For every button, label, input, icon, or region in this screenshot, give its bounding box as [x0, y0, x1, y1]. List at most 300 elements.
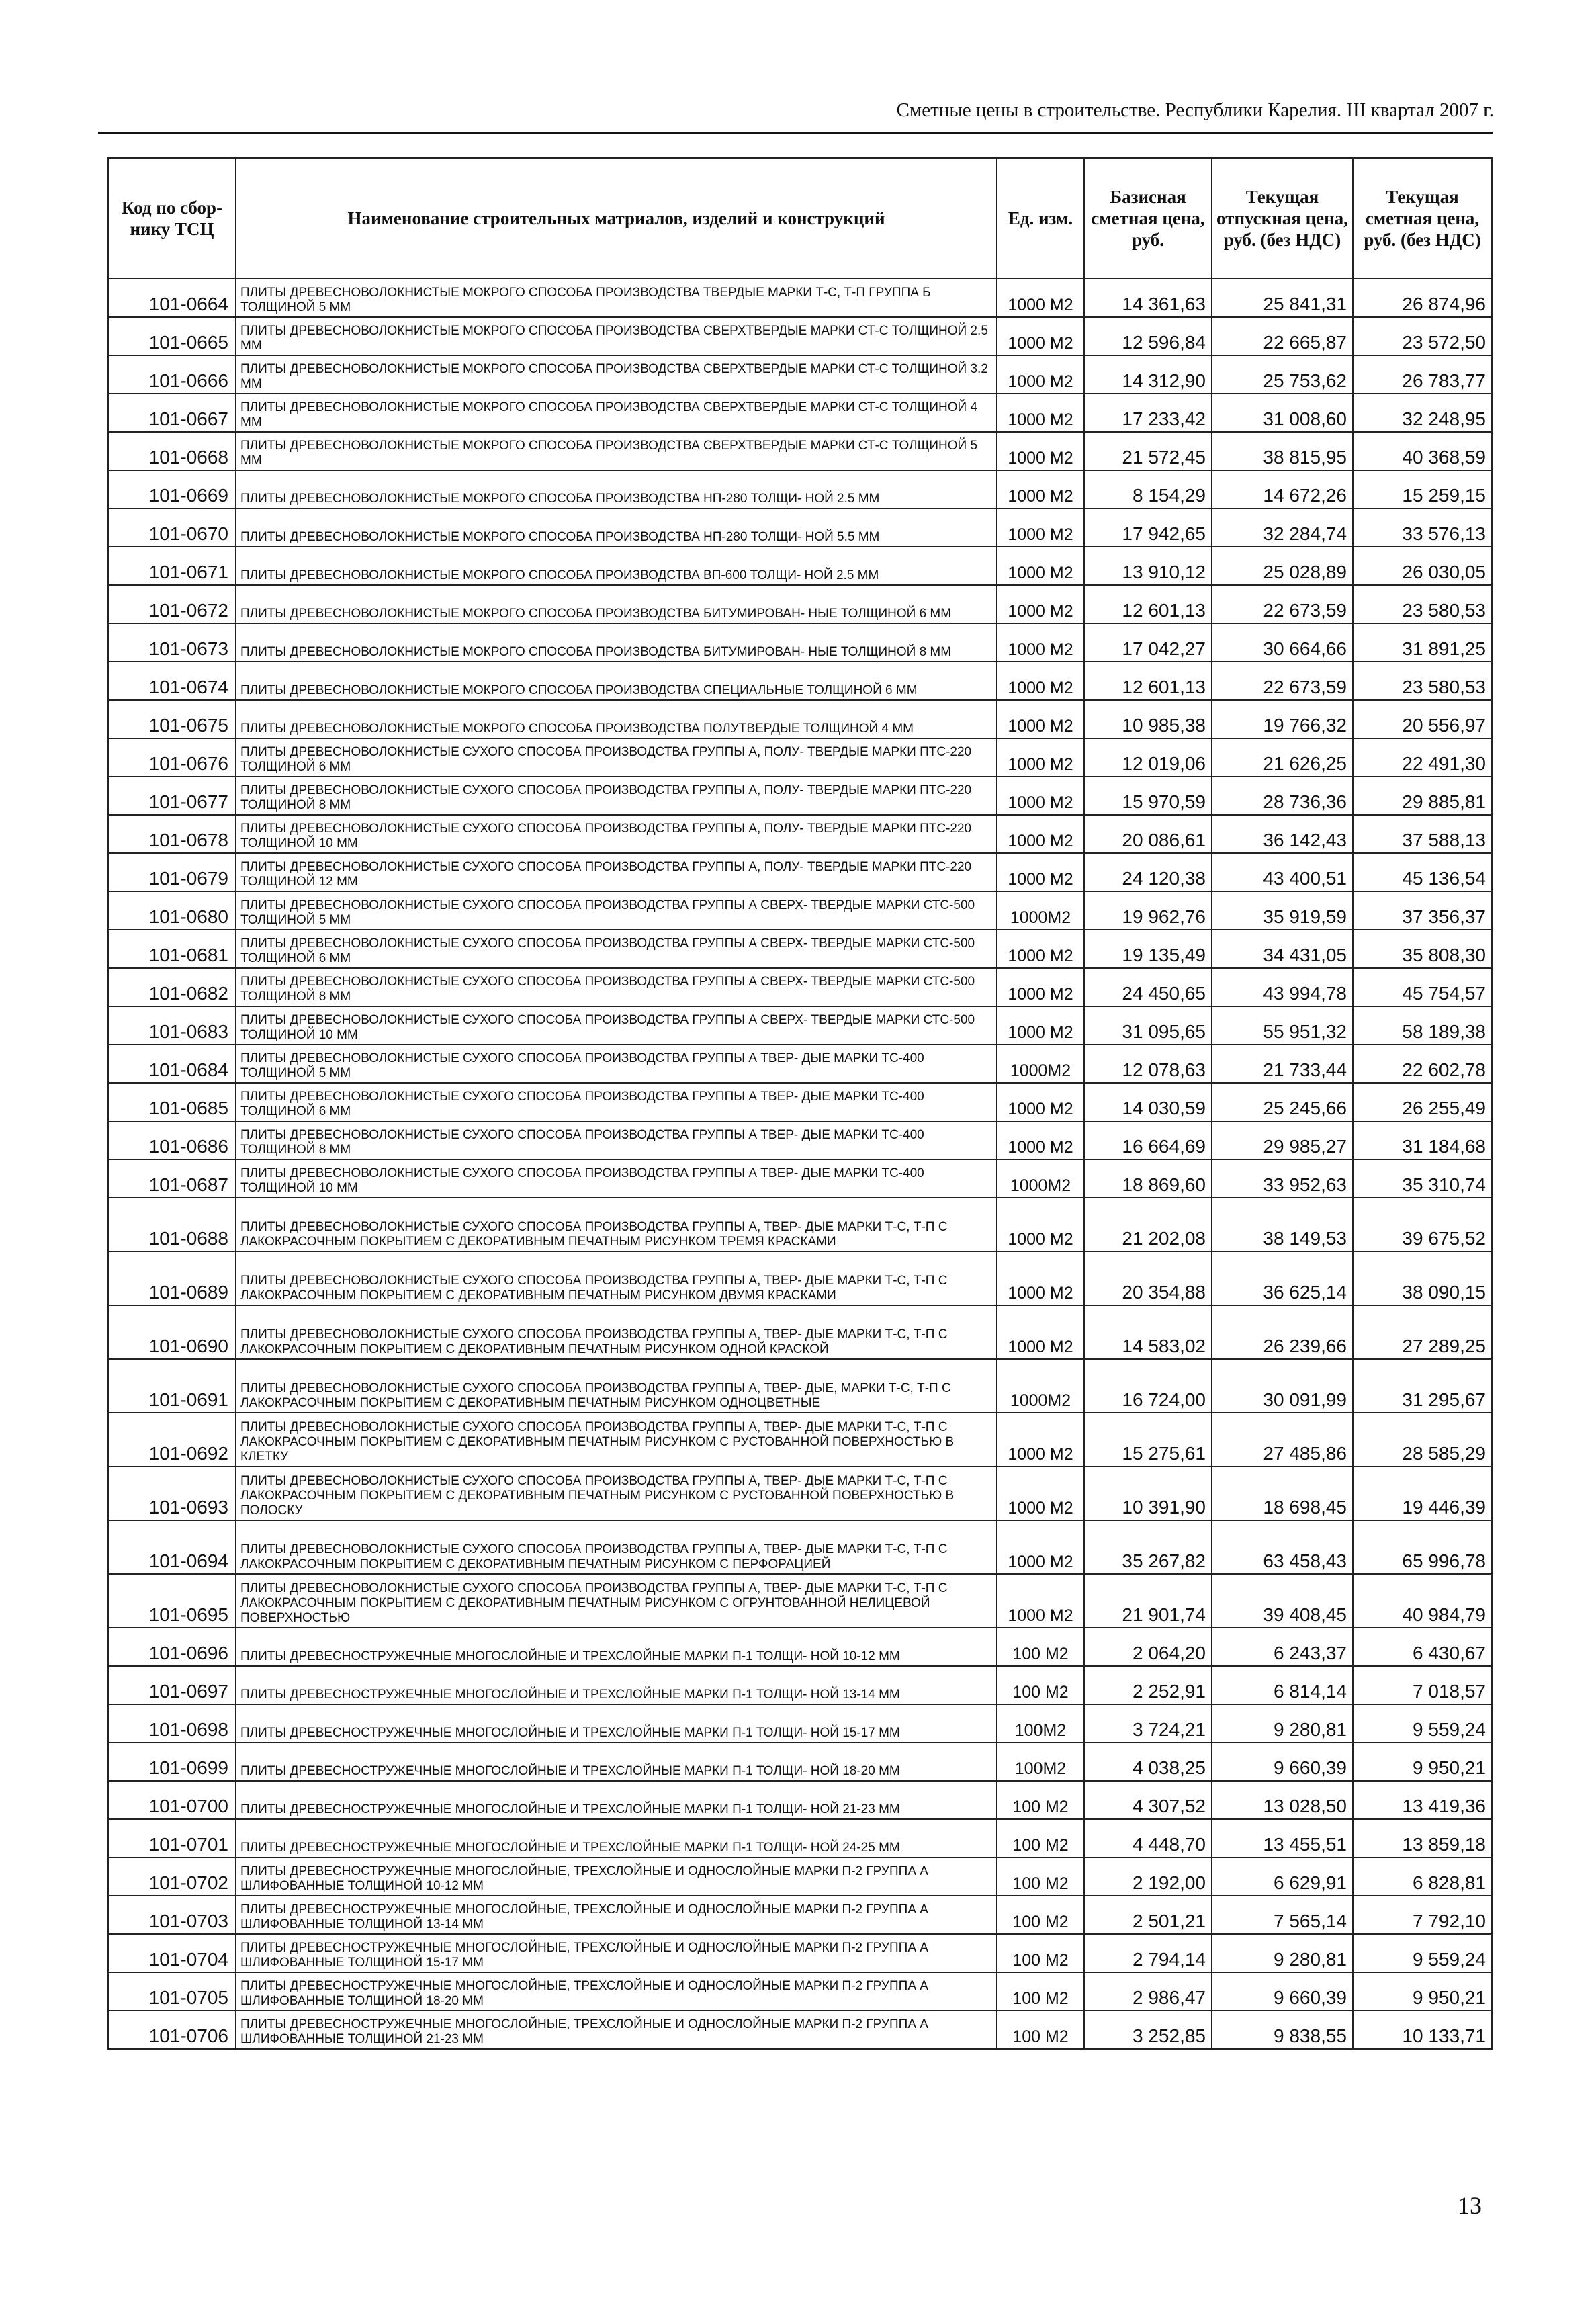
table-row — [108, 853, 1492, 891]
column-header-release-price: Текущая отпускная цена, руб. (без НДС) — [1212, 158, 1353, 279]
row-unit: 100М2 — [997, 1743, 1084, 1781]
row-unit: 1000 М2 — [997, 279, 1084, 317]
row-base-price: 15 970,59 — [1084, 777, 1212, 815]
row-unit: 1000 М2 — [997, 777, 1084, 815]
row-release-price: 9 280,81 — [1212, 1934, 1353, 1972]
row-release-price: 25 753,62 — [1212, 355, 1353, 394]
row-current-price: 22 602,78 — [1353, 1045, 1492, 1083]
row-code: 101-0704 — [108, 1934, 236, 1972]
row-release-price: 63 458,43 — [1212, 1520, 1353, 1574]
row-unit: 100 М2 — [997, 1972, 1084, 2011]
row-unit: 1000 М2 — [997, 1083, 1084, 1121]
row-unit: 100 М2 — [997, 1857, 1084, 1896]
row-name: ПЛИТЫ ДРЕВЕСНОВОЛОКНИСТЫЕ МОКРОГО СПОСОБА ПРОИЗВОДСТВА БИТУМИРОВАН- НЫЕ ТОЛЩИНОЙ 6 ММ — [236, 585, 997, 623]
row-code: 101-0693 — [108, 1466, 236, 1520]
row-name: ПЛИТЫ ДРЕВЕСНОВОЛОКНИСТЫЕ СУХОГО СПОСОБА ПРОИЗВОДСТВА ГРУППЫ А ТВЕР- ДЫЕ МАРКИ ТС-400 ТОЛЩИНОЙ 6 ММ — [236, 1083, 997, 1121]
table-row — [108, 509, 1492, 547]
row-unit: 1000 М2 — [997, 968, 1084, 1006]
row-unit: 1000 М2 — [997, 1305, 1084, 1359]
table-row — [108, 1857, 1492, 1896]
table-row — [108, 1198, 1492, 1252]
column-header-unit: Ед. изм. — [997, 158, 1084, 279]
row-base-price: 4 448,70 — [1084, 1819, 1212, 1857]
row-release-price: 22 665,87 — [1212, 317, 1353, 355]
row-code: 101-0694 — [108, 1520, 236, 1574]
table-row — [108, 1574, 1492, 1628]
row-code: 101-0666 — [108, 355, 236, 394]
row-unit: 100 М2 — [997, 1781, 1084, 1819]
table-row — [108, 1819, 1492, 1857]
row-name: ПЛИТЫ ДРЕВЕСНОСТРУЖЕЧНЫЕ МНОГОСЛОЙНЫЕ И ТРЕХСЛОЙНЫЕ МАРКИ П-1 ТОЛЩИ- НОЙ 24-25 ММ — [236, 1819, 997, 1857]
row-base-price: 35 267,82 — [1084, 1520, 1212, 1574]
row-current-price: 6 828,81 — [1353, 1857, 1492, 1896]
column-header-base-price: Базисная сметная цена, руб. — [1084, 158, 1212, 279]
table-row — [108, 968, 1492, 1006]
row-unit: 1000 М2 — [997, 1520, 1084, 1574]
table-row — [108, 1305, 1492, 1359]
row-code: 101-0671 — [108, 547, 236, 585]
row-current-price: 31 295,67 — [1353, 1359, 1492, 1413]
row-base-price: 17 942,65 — [1084, 509, 1212, 547]
row-unit: 1000М2 — [997, 1159, 1084, 1198]
row-unit: 100М2 — [997, 1704, 1084, 1743]
row-release-price: 33 952,63 — [1212, 1159, 1353, 1198]
row-name: ПЛИТЫ ДРЕВЕСНОВОЛОКНИСТЫЕ МОКРОГО СПОСОБА ПРОИЗВОДСТВА ПОЛУТВЕРДЫЕ ТОЛЩИНОЙ 4 ММ — [236, 700, 997, 738]
row-release-price: 25 028,89 — [1212, 547, 1353, 585]
row-current-price: 31 891,25 — [1353, 623, 1492, 662]
row-current-price: 45 136,54 — [1353, 853, 1492, 891]
row-release-price: 6 814,14 — [1212, 1666, 1353, 1704]
row-current-price: 37 356,37 — [1353, 891, 1492, 930]
row-code: 101-0664 — [108, 279, 236, 317]
table-row — [108, 547, 1492, 585]
row-code: 101-0682 — [108, 968, 236, 1006]
row-name: ПЛИТЫ ДРЕВЕСНОСТРУЖЕЧНЫЕ МНОГОСЛОЙНЫЕ, ТРЕХСЛОЙНЫЕ И ОДНОСЛОЙНЫЕ МАРКИ П-2 ГРУППА А ШЛИФОВАННЫЕ ТОЛЩИНОЙ 21-23 ММ — [236, 2011, 997, 2049]
row-name: ПЛИТЫ ДРЕВЕСНОВОЛОКНИСТЫЕ МОКРОГО СПОСОБА ПРОИЗВОДСТВА ТВЕРДЫЕ МАРКИ Т-С, Т-П ГРУППА Б ТОЛЩИНОЙ 5 ММ — [236, 279, 997, 317]
row-current-price: 20 556,97 — [1353, 700, 1492, 738]
row-unit: 1000 М2 — [997, 662, 1084, 700]
row-release-price: 22 673,59 — [1212, 662, 1353, 700]
row-code: 101-0691 — [108, 1359, 236, 1413]
row-code: 101-0687 — [108, 1159, 236, 1198]
row-code: 101-0669 — [108, 470, 236, 509]
row-release-price: 36 625,14 — [1212, 1252, 1353, 1305]
page-header-title: Сметные цены в строительстве. Республики Карелия. III квартал 2007 г. — [896, 99, 1494, 121]
row-unit: 100 М2 — [997, 1819, 1084, 1857]
row-name: ПЛИТЫ ДРЕВЕСНОСТРУЖЕЧНЫЕ МНОГОСЛОЙНЫЕ И ТРЕХСЛОЙНЫЕ МАРКИ П-1 ТОЛЩИ- НОЙ 18-20 ММ — [236, 1743, 997, 1781]
row-current-price: 7 792,10 — [1353, 1896, 1492, 1934]
table-row — [108, 1896, 1492, 1934]
row-release-price: 38 815,95 — [1212, 432, 1353, 470]
row-name: ПЛИТЫ ДРЕВЕСНОВОЛОКНИСТЫЕ СУХОГО СПОСОБА ПРОИЗВОДСТВА ГРУППЫ А СВЕРХ- ТВЕРДЫЕ МАРКИ СТС-500 ТОЛЩИНОЙ 10 ММ — [236, 1006, 997, 1045]
row-name: ПЛИТЫ ДРЕВЕСНОВОЛОКНИСТЫЕ СУХОГО СПОСОБА ПРОИЗВОДСТВА ГРУППЫ А, ТВЕР- ДЫЕ МАРКИ Т-С, Т-П С ЛАКОКРАСОЧНЫМ ПОКРЫТИЕМ С ДЕКОРАТИВНЫМ ПЕЧАТНЫМ РИСУНКОМ ОДНОЙ КРАСКОЙ — [236, 1305, 997, 1359]
row-name: ПЛИТЫ ДРЕВЕСНОВОЛОКНИСТЫЕ СУХОГО СПОСОБА ПРОИЗВОДСТВА ГРУППЫ А, ТВЕР- ДЫЕ МАРКИ Т-С, Т-П С ЛАКОКРАСОЧНЫМ ПОКРЫТИЕМ С ДЕКОРАТИВНЫМ ПЕЧАТНЫМ РИСУНКОМ С ОГРУНТОВАННОЙ НЕЛИЦЕВОЙ ПОВЕРХНОСТЬЮ — [236, 1574, 997, 1628]
row-current-price: 23 572,50 — [1353, 317, 1492, 355]
row-base-price: 12 078,63 — [1084, 1045, 1212, 1083]
row-release-price: 6 629,91 — [1212, 1857, 1353, 1896]
row-code: 101-0706 — [108, 2011, 236, 2049]
row-base-price: 12 596,84 — [1084, 317, 1212, 355]
row-base-price: 19 135,49 — [1084, 930, 1212, 968]
row-base-price: 4 038,25 — [1084, 1743, 1212, 1781]
price-table — [107, 157, 1493, 2050]
row-current-price: 27 289,25 — [1353, 1305, 1492, 1359]
row-current-price: 37 588,13 — [1353, 815, 1492, 853]
row-code: 101-0701 — [108, 1819, 236, 1857]
row-unit: 1000 М2 — [997, 1121, 1084, 1159]
header-divider — [98, 132, 1493, 134]
table-row — [108, 623, 1492, 662]
row-name: ПЛИТЫ ДРЕВЕСНОВОЛОКНИСТЫЕ МОКРОГО СПОСОБА ПРОИЗВОДСТВА СВЕРХТВЕРДЫЕ МАРКИ СТ-С ТОЛЩИНОЙ 3.2 ММ — [236, 355, 997, 394]
row-release-price: 25 245,66 — [1212, 1083, 1353, 1121]
table-row — [108, 1045, 1492, 1083]
row-code: 101-0684 — [108, 1045, 236, 1083]
row-release-price: 32 284,74 — [1212, 509, 1353, 547]
row-name: ПЛИТЫ ДРЕВЕСНОВОЛОКНИСТЫЕ СУХОГО СПОСОБА ПРОИЗВОДСТВА ГРУППЫ А, ТВЕР- ДЫЕ МАРКИ Т-С, Т-П С ЛАКОКРАСОЧНЫМ ПОКРЫТИЕМ С ДЕКОРАТИВНЫМ ПЕЧАТНЫМ РИСУНКОМ ДВУМЯ КРАСКАМИ — [236, 1252, 997, 1305]
row-release-price: 30 091,99 — [1212, 1359, 1353, 1413]
row-name: ПЛИТЫ ДРЕВЕСНОВОЛОКНИСТЫЕ СУХОГО СПОСОБА ПРОИЗВОДСТВА ГРУППЫ А СВЕРХ- ТВЕРДЫЕ МАРКИ СТС-500 ТОЛЩИНОЙ 6 ММ — [236, 930, 997, 968]
row-name: ПЛИТЫ ДРЕВЕСНОВОЛОКНИСТЫЕ МОКРОГО СПОСОБА ПРОИЗВОДСТВА ВП-600 ТОЛЩИ- НОЙ 2.5 ММ — [236, 547, 997, 585]
row-code: 101-0681 — [108, 930, 236, 968]
table-row — [108, 1359, 1492, 1413]
row-unit: 1000 М2 — [997, 585, 1084, 623]
row-unit: 1000 М2 — [997, 738, 1084, 777]
row-base-price: 18 869,60 — [1084, 1159, 1212, 1198]
table-header-row — [108, 158, 1492, 279]
table-row — [108, 1083, 1492, 1121]
row-release-price: 26 239,66 — [1212, 1305, 1353, 1359]
table-row — [108, 1121, 1492, 1159]
table-row — [108, 279, 1492, 317]
row-code: 101-0674 — [108, 662, 236, 700]
table-row — [108, 738, 1492, 777]
row-release-price: 6 243,37 — [1212, 1628, 1353, 1666]
row-unit: 100 М2 — [997, 1628, 1084, 1666]
row-release-price: 35 919,59 — [1212, 891, 1353, 930]
row-base-price: 12 601,13 — [1084, 585, 1212, 623]
row-base-price: 14 583,02 — [1084, 1305, 1212, 1359]
row-base-price: 17 233,42 — [1084, 394, 1212, 432]
row-base-price: 16 724,00 — [1084, 1359, 1212, 1413]
row-release-price: 9 838,55 — [1212, 2011, 1353, 2049]
row-base-price: 21 901,74 — [1084, 1574, 1212, 1628]
row-code: 101-0678 — [108, 815, 236, 853]
row-current-price: 65 996,78 — [1353, 1520, 1492, 1574]
row-release-price: 38 149,53 — [1212, 1198, 1353, 1252]
table-row — [108, 394, 1492, 432]
row-base-price: 31 095,65 — [1084, 1006, 1212, 1045]
row-unit: 1000 М2 — [997, 432, 1084, 470]
row-release-price: 31 008,60 — [1212, 394, 1353, 432]
table-row — [108, 1666, 1492, 1704]
row-release-price: 19 766,32 — [1212, 700, 1353, 738]
row-current-price: 31 184,68 — [1353, 1121, 1492, 1159]
row-code: 101-0696 — [108, 1628, 236, 1666]
row-name: ПЛИТЫ ДРЕВЕСНОВОЛОКНИСТЫЕ СУХОГО СПОСОБА ПРОИЗВОДСТВА ГРУППЫ А, ПОЛУ- ТВЕРДЫЕ МАРКИ ПТС-220 ТОЛЩИНОЙ 8 ММ — [236, 777, 997, 815]
row-current-price: 15 259,15 — [1353, 470, 1492, 509]
row-base-price: 15 275,61 — [1084, 1413, 1212, 1466]
row-release-price: 39 408,45 — [1212, 1574, 1353, 1628]
row-code: 101-0675 — [108, 700, 236, 738]
row-code: 101-0676 — [108, 738, 236, 777]
row-name: ПЛИТЫ ДРЕВЕСНОВОЛОКНИСТЫЕ СУХОГО СПОСОБА ПРОИЗВОДСТВА ГРУППЫ А, ТВЕР- ДЫЕ, МАРКИ Т-С, Т-П С ЛАКОКРАСОЧНЫМ ПОКРЫТИЕМ С ДЕКОРАТИВНЫМ ПЕЧАТНЫМ РИСУНКОМ ОДНОЦВЕТНЫЕ — [236, 1359, 997, 1413]
row-release-price: 36 142,43 — [1212, 815, 1353, 853]
row-name: ПЛИТЫ ДРЕВЕСНОВОЛОКНИСТЫЕ СУХОГО СПОСОБА ПРОИЗВОДСТВА ГРУППЫ А, ПОЛУ- ТВЕРДЫЕ МАРКИ ПТС-220 ТОЛЩИНОЙ 10 ММ — [236, 815, 997, 853]
row-release-price: 43 994,78 — [1212, 968, 1353, 1006]
row-current-price: 6 430,67 — [1353, 1628, 1492, 1666]
row-code: 101-0695 — [108, 1574, 236, 1628]
row-release-price: 21 733,44 — [1212, 1045, 1353, 1083]
table-row — [108, 815, 1492, 853]
row-current-price: 19 446,39 — [1353, 1466, 1492, 1520]
row-base-price: 12 019,06 — [1084, 738, 1212, 777]
row-name: ПЛИТЫ ДРЕВЕСНОВОЛОКНИСТЫЕ СУХОГО СПОСОБА ПРОИЗВОДСТВА ГРУППЫ А ТВЕР- ДЫЕ МАРКИ ТС-400 ТОЛЩИНОЙ 5 ММ — [236, 1045, 997, 1083]
table-row — [108, 317, 1492, 355]
row-code: 101-0688 — [108, 1198, 236, 1252]
row-code: 101-0699 — [108, 1743, 236, 1781]
row-code: 101-0690 — [108, 1305, 236, 1359]
row-release-price: 30 664,66 — [1212, 623, 1353, 662]
row-unit: 1000М2 — [997, 1045, 1084, 1083]
row-code: 101-0697 — [108, 1666, 236, 1704]
row-base-price: 3 252,85 — [1084, 2011, 1212, 2049]
row-current-price: 38 090,15 — [1353, 1252, 1492, 1305]
row-unit: 100 М2 — [997, 1666, 1084, 1704]
row-name: ПЛИТЫ ДРЕВЕСНОВОЛОКНИСТЫЕ СУХОГО СПОСОБА ПРОИЗВОДСТВА ГРУППЫ А СВЕРХ- ТВЕРДЫЕ МАРКИ СТС-500 ТОЛЩИНОЙ 5 ММ — [236, 891, 997, 930]
row-current-price: 29 885,81 — [1353, 777, 1492, 815]
row-base-price: 2 794,14 — [1084, 1934, 1212, 1972]
row-current-price: 13 419,36 — [1353, 1781, 1492, 1819]
row-current-price: 10 133,71 — [1353, 2011, 1492, 2049]
row-code: 101-0685 — [108, 1083, 236, 1121]
row-base-price: 20 086,61 — [1084, 815, 1212, 853]
row-current-price: 28 585,29 — [1353, 1413, 1492, 1466]
row-release-price: 18 698,45 — [1212, 1466, 1353, 1520]
row-name: ПЛИТЫ ДРЕВЕСНОСТРУЖЕЧНЫЕ МНОГОСЛОЙНЫЕ, ТРЕХСЛОЙНЫЕ И ОДНОСЛОЙНЫЕ МАРКИ П-2 ГРУППА А ШЛИФОВАННЫЕ ТОЛЩИНОЙ 15-17 ММ — [236, 1934, 997, 1972]
row-code: 101-0692 — [108, 1413, 236, 1466]
row-unit: 1000 М2 — [997, 700, 1084, 738]
row-unit: 1000 М2 — [997, 547, 1084, 585]
row-code: 101-0680 — [108, 891, 236, 930]
row-name: ПЛИТЫ ДРЕВЕСНОВОЛОКНИСТЫЕ МОКРОГО СПОСОБА ПРОИЗВОДСТВА СВЕРХТВЕРДЫЕ МАРКИ СТ-С ТОЛЩИНОЙ 2.5 ММ — [236, 317, 997, 355]
table-row — [108, 1413, 1492, 1466]
column-header-current-price: Текущая сметная цена, руб. (без НДС) — [1353, 158, 1492, 279]
row-unit: 1000 М2 — [997, 1574, 1084, 1628]
table-row — [108, 1520, 1492, 1574]
row-name: ПЛИТЫ ДРЕВЕСНОСТРУЖЕЧНЫЕ МНОГОСЛОЙНЫЕ И ТРЕХСЛОЙНЫЕ МАРКИ П-1 ТОЛЩИ- НОЙ 15-17 ММ — [236, 1704, 997, 1743]
row-unit: 1000М2 — [997, 891, 1084, 930]
row-base-price: 24 450,65 — [1084, 968, 1212, 1006]
row-current-price: 23 580,53 — [1353, 585, 1492, 623]
row-current-price: 23 580,53 — [1353, 662, 1492, 700]
row-release-price: 9 660,39 — [1212, 1972, 1353, 2011]
row-base-price: 21 572,45 — [1084, 432, 1212, 470]
row-current-price: 9 950,21 — [1353, 1972, 1492, 2011]
row-base-price: 19 962,76 — [1084, 891, 1212, 930]
row-unit: 1000 М2 — [997, 509, 1084, 547]
row-base-price: 2 501,21 — [1084, 1896, 1212, 1934]
row-base-price: 2 252,91 — [1084, 1666, 1212, 1704]
page-number: 13 — [1458, 2192, 1482, 2219]
row-name: ПЛИТЫ ДРЕВЕСНОВОЛОКНИСТЫЕ МОКРОГО СПОСОБА ПРОИЗВОДСТВА СВЕРХТВЕРДЫЕ МАРКИ СТ-С ТОЛЩИНОЙ 5 ММ — [236, 432, 997, 470]
row-release-price: 28 736,36 — [1212, 777, 1353, 815]
row-name: ПЛИТЫ ДРЕВЕСНОВОЛОКНИСТЫЕ СУХОГО СПОСОБА ПРОИЗВОДСТВА ГРУППЫ А, ПОЛУ- ТВЕРДЫЕ МАРКИ ПТС-220 ТОЛЩИНОЙ 6 ММ — [236, 738, 997, 777]
table-row — [108, 1159, 1492, 1198]
table-row — [108, 1972, 1492, 2011]
row-name: ПЛИТЫ ДРЕВЕСНОСТРУЖЕЧНЫЕ МНОГОСЛОЙНЫЕ, ТРЕХСЛОЙНЫЕ И ОДНОСЛОЙНЫЕ МАРКИ П-2 ГРУППА А ШЛИФОВАННЫЕ ТОЛЩИНОЙ 18-20 ММ — [236, 1972, 997, 2011]
table-row — [108, 662, 1492, 700]
row-current-price: 26 874,96 — [1353, 279, 1492, 317]
row-unit: 1000 М2 — [997, 394, 1084, 432]
row-release-price: 34 431,05 — [1212, 930, 1353, 968]
row-release-price: 9 660,39 — [1212, 1743, 1353, 1781]
row-code: 101-0667 — [108, 394, 236, 432]
row-current-price: 40 984,79 — [1353, 1574, 1492, 1628]
row-code: 101-0670 — [108, 509, 236, 547]
row-release-price: 14 672,26 — [1212, 470, 1353, 509]
row-base-price: 2 986,47 — [1084, 1972, 1212, 2011]
row-unit: 1000 М2 — [997, 470, 1084, 509]
row-base-price: 10 391,90 — [1084, 1466, 1212, 1520]
row-base-price: 16 664,69 — [1084, 1121, 1212, 1159]
table-row — [108, 1466, 1492, 1520]
row-unit: 1000 М2 — [997, 1252, 1084, 1305]
table-row — [108, 1934, 1492, 1972]
table-row — [108, 777, 1492, 815]
row-name: ПЛИТЫ ДРЕВЕСНОВОЛОКНИСТЫЕ СУХОГО СПОСОБА ПРОИЗВОДСТВА ГРУППЫ А, ТВЕР- ДЫЕ МАРКИ Т-С, Т-П С ЛАКОКРАСОЧНЫМ ПОКРЫТИЕМ С ДЕКОРАТИВНЫМ ПЕЧАТНЫМ РИСУНКОМ С ПЕРФОРАЦИЕЙ — [236, 1520, 997, 1574]
table-row — [108, 585, 1492, 623]
row-current-price: 22 491,30 — [1353, 738, 1492, 777]
row-unit: 1000 М2 — [997, 355, 1084, 394]
column-header-code: Код по сбор- нику ТСЦ — [108, 158, 236, 279]
table-row — [108, 355, 1492, 394]
table-row — [108, 1704, 1492, 1743]
row-current-price: 13 859,18 — [1353, 1819, 1492, 1857]
row-name: ПЛИТЫ ДРЕВЕСНОСТРУЖЕЧНЫЕ МНОГОСЛОЙНЫЕ И ТРЕХСЛОЙНЫЕ МАРКИ П-1 ТОЛЩИ- НОЙ 21-23 ММ — [236, 1781, 997, 1819]
row-unit: 1000 М2 — [997, 930, 1084, 968]
row-base-price: 3 724,21 — [1084, 1704, 1212, 1743]
row-code: 101-0677 — [108, 777, 236, 815]
row-name: ПЛИТЫ ДРЕВЕСНОВОЛОКНИСТЫЕ МОКРОГО СПОСОБА ПРОИЗВОДСТВА НП-280 ТОЛЩИ- НОЙ 2.5 ММ — [236, 470, 997, 509]
row-name: ПЛИТЫ ДРЕВЕСНОВОЛОКНИСТЫЕ СУХОГО СПОСОБА ПРОИЗВОДСТВА ГРУППЫ А, ТВЕР- ДЫЕ МАРКИ Т-С, Т-П С ЛАКОКРАСОЧНЫМ ПОКРЫТИЕМ С ДЕКОРАТИВНЫМ ПЕЧАТНЫМ РИСУНКОМ ТРЕМЯ КРАСКАМИ — [236, 1198, 997, 1252]
row-name: ПЛИТЫ ДРЕВЕСНОСТРУЖЕЧНЫЕ МНОГОСЛОЙНЫЕ И ТРЕХСЛОЙНЫЕ МАРКИ П-1 ТОЛЩИ- НОЙ 10-12 ММ — [236, 1628, 997, 1666]
row-current-price: 26 255,49 — [1353, 1083, 1492, 1121]
column-header-name: Наименование строительных матриалов, изделий и конструкций — [236, 158, 997, 279]
row-base-price: 10 985,38 — [1084, 700, 1212, 738]
row-name: ПЛИТЫ ДРЕВЕСНОСТРУЖЕЧНЫЕ МНОГОСЛОЙНЫЕ И ТРЕХСЛОЙНЫЕ МАРКИ П-1 ТОЛЩИ- НОЙ 13-14 ММ — [236, 1666, 997, 1704]
row-name: ПЛИТЫ ДРЕВЕСНОСТРУЖЕЧНЫЕ МНОГОСЛОЙНЫЕ, ТРЕХСЛОЙНЫЕ И ОДНОСЛОЙНЫЕ МАРКИ П-2 ГРУППА А ШЛИФОВАННЫЕ ТОЛЩИНОЙ 10-12 ММ — [236, 1857, 997, 1896]
row-name: ПЛИТЫ ДРЕВЕСНОСТРУЖЕЧНЫЕ МНОГОСЛОЙНЫЕ, ТРЕХСЛОЙНЫЕ И ОДНОСЛОЙНЫЕ МАРКИ П-2 ГРУППА А ШЛИФОВАННЫЕ ТОЛЩИНОЙ 13-14 ММ — [236, 1896, 997, 1934]
row-current-price: 35 808,30 — [1353, 930, 1492, 968]
row-base-price: 13 910,12 — [1084, 547, 1212, 585]
row-current-price: 39 675,52 — [1353, 1198, 1492, 1252]
row-unit: 100 М2 — [997, 1896, 1084, 1934]
row-base-price: 21 202,08 — [1084, 1198, 1212, 1252]
row-code: 101-0689 — [108, 1252, 236, 1305]
row-unit: 100 М2 — [997, 1934, 1084, 1972]
table-row — [108, 1252, 1492, 1305]
row-current-price: 35 310,74 — [1353, 1159, 1492, 1198]
row-current-price: 26 783,77 — [1353, 355, 1492, 394]
table-row — [108, 470, 1492, 509]
row-code: 101-0698 — [108, 1704, 236, 1743]
row-release-price: 21 626,25 — [1212, 738, 1353, 777]
table-row — [108, 891, 1492, 930]
row-base-price: 2 064,20 — [1084, 1628, 1212, 1666]
row-current-price: 7 018,57 — [1353, 1666, 1492, 1704]
row-name: ПЛИТЫ ДРЕВЕСНОВОЛОКНИСТЫЕ МОКРОГО СПОСОБА ПРОИЗВОДСТВА СВЕРХТВЕРДЫЕ МАРКИ СТ-С ТОЛЩИНОЙ 4 ММ — [236, 394, 997, 432]
row-unit: 1000 М2 — [997, 1466, 1084, 1520]
row-unit: 1000 М2 — [997, 853, 1084, 891]
row-unit: 1000М2 — [997, 1359, 1084, 1413]
row-base-price: 4 307,52 — [1084, 1781, 1212, 1819]
row-current-price: 9 559,24 — [1353, 1934, 1492, 1972]
row-release-price: 25 841,31 — [1212, 279, 1353, 317]
row-current-price: 33 576,13 — [1353, 509, 1492, 547]
row-name: ПЛИТЫ ДРЕВЕСНОВОЛОКНИСТЫЕ СУХОГО СПОСОБА ПРОИЗВОДСТВА ГРУППЫ А СВЕРХ- ТВЕРДЫЕ МАРКИ СТС-500 ТОЛЩИНОЙ 8 ММ — [236, 968, 997, 1006]
row-release-price: 55 951,32 — [1212, 1006, 1353, 1045]
row-base-price: 8 154,29 — [1084, 470, 1212, 509]
row-current-price: 32 248,95 — [1353, 394, 1492, 432]
row-release-price: 27 485,86 — [1212, 1413, 1353, 1466]
row-code: 101-0686 — [108, 1121, 236, 1159]
row-base-price: 12 601,13 — [1084, 662, 1212, 700]
row-name: ПЛИТЫ ДРЕВЕСНОВОЛОКНИСТЫЕ СУХОГО СПОСОБА ПРОИЗВОДСТВА ГРУППЫ А ТВЕР- ДЫЕ МАРКИ ТС-400 ТОЛЩИНОЙ 10 ММ — [236, 1159, 997, 1198]
row-base-price: 20 354,88 — [1084, 1252, 1212, 1305]
row-unit: 1000 М2 — [997, 623, 1084, 662]
row-unit: 1000 М2 — [997, 317, 1084, 355]
table-row — [108, 2011, 1492, 2049]
row-base-price: 2 192,00 — [1084, 1857, 1212, 1896]
row-base-price: 17 042,27 — [1084, 623, 1212, 662]
row-code: 101-0700 — [108, 1781, 236, 1819]
row-current-price: 9 950,21 — [1353, 1743, 1492, 1781]
row-base-price: 24 120,38 — [1084, 853, 1212, 891]
row-name: ПЛИТЫ ДРЕВЕСНОВОЛОКНИСТЫЕ СУХОГО СПОСОБА ПРОИЗВОДСТВА ГРУППЫ А, ПОЛУ- ТВЕРДЫЕ МАРКИ ПТС-220 ТОЛЩИНОЙ 12 ММ — [236, 853, 997, 891]
row-current-price: 26 030,05 — [1353, 547, 1492, 585]
row-unit: 1000 М2 — [997, 815, 1084, 853]
row-name: ПЛИТЫ ДРЕВЕСНОВОЛОКНИСТЫЕ СУХОГО СПОСОБА ПРОИЗВОДСТВА ГРУППЫ А ТВЕР- ДЫЕ МАРКИ ТС-400 ТОЛЩИНОЙ 8 ММ — [236, 1121, 997, 1159]
row-name: ПЛИТЫ ДРЕВЕСНОВОЛОКНИСТЫЕ МОКРОГО СПОСОБА ПРОИЗВОДСТВА НП-280 ТОЛЩИ- НОЙ 5.5 ММ — [236, 509, 997, 547]
row-unit: 1000 М2 — [997, 1413, 1084, 1466]
row-release-price: 7 565,14 — [1212, 1896, 1353, 1934]
row-release-price: 13 028,50 — [1212, 1781, 1353, 1819]
row-base-price: 14 030,59 — [1084, 1083, 1212, 1121]
row-code: 101-0673 — [108, 623, 236, 662]
table-row — [108, 1006, 1492, 1045]
row-release-price: 22 673,59 — [1212, 585, 1353, 623]
row-name: ПЛИТЫ ДРЕВЕСНОВОЛОКНИСТЫЕ СУХОГО СПОСОБА ПРОИЗВОДСТВА ГРУППЫ А, ТВЕР- ДЫЕ МАРКИ Т-С, Т-П С ЛАКОКРАСОЧНЫМ ПОКРЫТИЕМ С ДЕКОРАТИВНЫМ ПЕЧАТНЫМ РИСУНКОМ С РУСТОВАННОЙ ПОВЕРХНОСТЬЮ В ПОЛОСКУ — [236, 1466, 997, 1520]
row-current-price: 45 754,57 — [1353, 968, 1492, 1006]
row-code: 101-0703 — [108, 1896, 236, 1934]
row-name: ПЛИТЫ ДРЕВЕСНОВОЛОКНИСТЫЕ МОКРОГО СПОСОБА ПРОИЗВОДСТВА СПЕЦИАЛЬНЫЕ ТОЛЩИНОЙ 6 ММ — [236, 662, 997, 700]
table-row — [108, 700, 1492, 738]
row-release-price: 9 280,81 — [1212, 1704, 1353, 1743]
table-row — [108, 930, 1492, 968]
row-code: 101-0702 — [108, 1857, 236, 1896]
row-unit: 1000 М2 — [997, 1198, 1084, 1252]
row-name: ПЛИТЫ ДРЕВЕСНОВОЛОКНИСТЫЕ МОКРОГО СПОСОБА ПРОИЗВОДСТВА БИТУМИРОВАН- НЫЕ ТОЛЩИНОЙ 8 ММ — [236, 623, 997, 662]
row-release-price: 29 985,27 — [1212, 1121, 1353, 1159]
row-code: 101-0665 — [108, 317, 236, 355]
row-name: ПЛИТЫ ДРЕВЕСНОВОЛОКНИСТЫЕ СУХОГО СПОСОБА ПРОИЗВОДСТВА ГРУППЫ А, ТВЕР- ДЫЕ МАРКИ Т-С, Т-П С ЛАКОКРАСОЧНЫМ ПОКРЫТИЕМ С ДЕКОРАТИВНЫМ ПЕЧАТНЫМ РИСУНКОМ С РУСТОВАННОЙ ПОВЕРХНОСТЬЮ В КЛЕТКУ — [236, 1413, 997, 1466]
row-current-price: 58 189,38 — [1353, 1006, 1492, 1045]
table-body — [108, 279, 1492, 2049]
row-current-price: 40 368,59 — [1353, 432, 1492, 470]
row-base-price: 14 361,63 — [1084, 279, 1212, 317]
row-base-price: 14 312,90 — [1084, 355, 1212, 394]
row-code: 101-0668 — [108, 432, 236, 470]
